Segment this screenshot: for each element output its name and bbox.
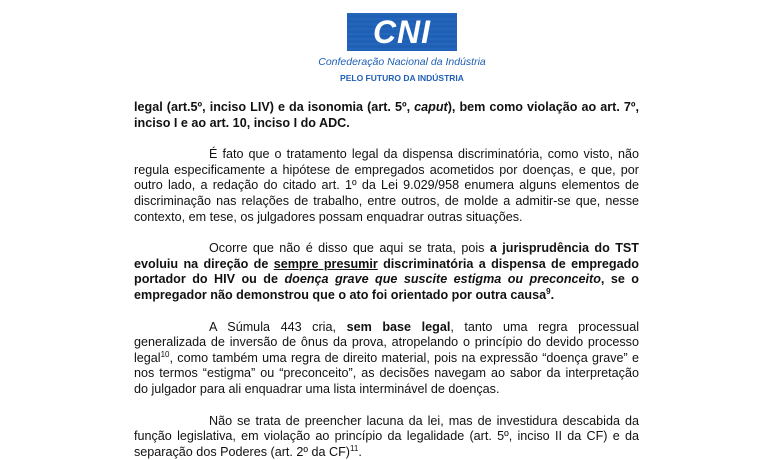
text: , como também uma regra de direito material, pois na expressão “doença grave” e nos termos “estigma” ou “preconceito”, as decisões navegam ao sabor da interpretação do julgador para ali enquadrar uma lista interminável de doenças. xyxy=(134,351,639,396)
bold-text: a jurisprudência do TST evoluiu na direção de xyxy=(134,241,639,271)
underlined-text: sempre presumir xyxy=(274,257,378,271)
text: , tanto uma regra processual generalizada de inversão de ônus da prova, atropelando o princípio do devido processo legal xyxy=(134,320,639,365)
document-body xyxy=(134,100,639,460)
bold-text: , se o empregador não demonstrou que o ato foi orientado por outra causa xyxy=(134,272,639,302)
cni-logo-mark xyxy=(347,13,457,51)
bold-text: sem base legal xyxy=(347,320,451,334)
footnote-ref[interactable]: 9 xyxy=(546,287,550,296)
text: A Súmula 443 cria, xyxy=(209,320,347,334)
footnote-ref[interactable]: 11 xyxy=(350,444,358,453)
paragraph-4 xyxy=(134,414,639,460)
org-tagline: PELO FUTURO DA INDÚSTRIA xyxy=(318,73,486,83)
bold-text: discriminatória a dispensa de empregado portador do HIV ou de xyxy=(134,257,639,287)
text: . xyxy=(358,445,362,459)
org-name: Confederação Nacional da Indústria xyxy=(318,56,486,68)
text: legal (art.5º, inciso LIV) e da isonomia (art. 5º, xyxy=(134,100,414,114)
paragraph-0 xyxy=(134,100,639,131)
footnote-ref[interactable]: 10 xyxy=(161,350,170,359)
cni-logo xyxy=(318,13,486,83)
paragraph-2 xyxy=(134,241,639,303)
paragraph-3 xyxy=(134,320,639,398)
italic-text: caput xyxy=(414,100,448,114)
text: É fato que o tratamento legal da dispensa discriminatória, como visto, não regula especificamente a hipótese de empregados acometidos por doenças, e que, por outro lado, a redação do citado art. 1º da Lei 9.029/958 enumera alguns elementos de discriminação nas relações de trabalho, entre outros, de molde a admitir-se que, nesse contexto, em tese, os julgadores possam enquadrar outras situações. xyxy=(134,147,639,223)
paragraph-1 xyxy=(134,147,639,225)
bold-italic-text: doença grave que suscite estigma ou preconceito xyxy=(284,272,600,286)
text: ), bem como violação ao art. 7º, inciso I e ao art. 10, inciso I do ADC. xyxy=(134,100,639,130)
text: Ocorre que não é disso que aqui se trata, pois xyxy=(209,241,490,255)
text: Não se trata de preencher lacuna da lei, mas de investidura descabida da função legislativa, em violação ao princípio da legalidade (art. 5º, inciso II da CF) e da separação dos Poderes (art. 2º da CF) xyxy=(134,414,639,459)
text: . xyxy=(551,288,555,302)
logo-text: CNI xyxy=(347,13,457,51)
